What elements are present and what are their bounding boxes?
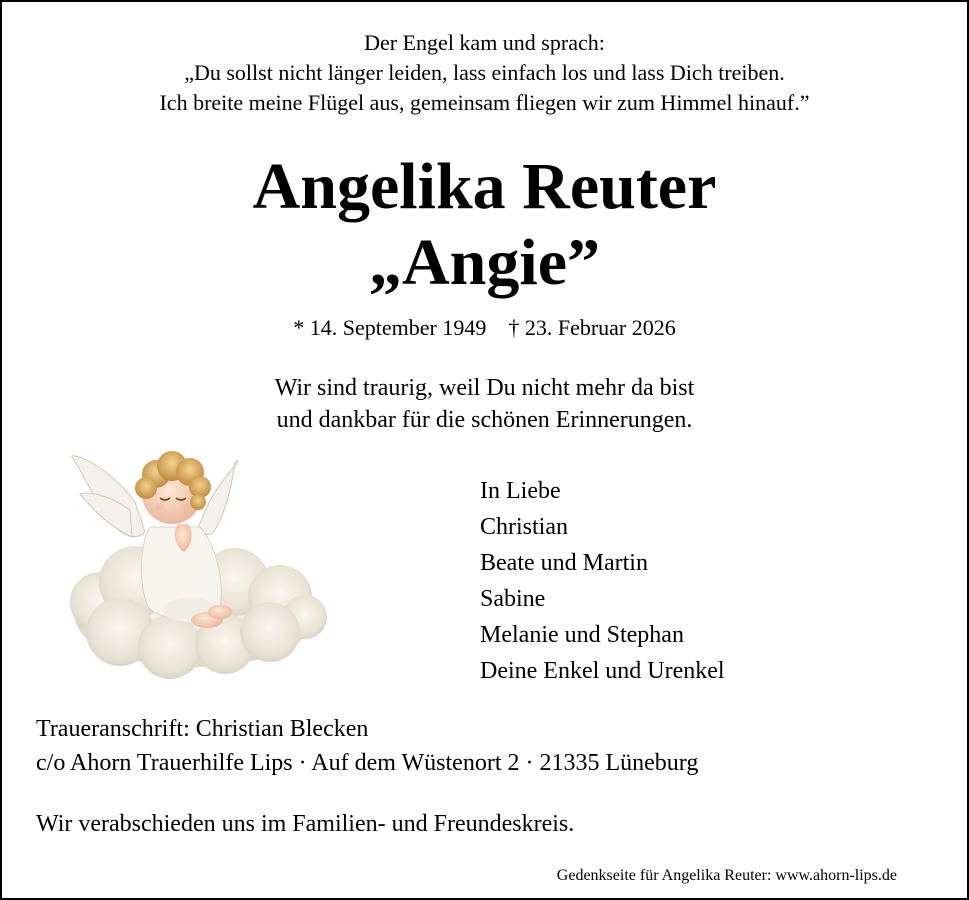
mourning-address	[36, 712, 698, 780]
quote-line: „Du sollst nicht länger leiden, lass einfach los und lass Dich treiben.	[184, 60, 785, 85]
birth-date: * 14. September 1949	[293, 315, 487, 340]
family-line: Deine Enkel und Urenkel	[480, 658, 725, 684]
family-line: In Liebe	[480, 478, 561, 504]
address-line: Traueranschrift: Christian Blecken	[36, 716, 369, 742]
family-list	[480, 473, 725, 689]
verse-line: und dankbar für die schönen Erinnerungen.	[276, 407, 693, 433]
family-line: Sabine	[480, 586, 546, 612]
death-date: † 23. Februar 2026	[508, 315, 676, 340]
quote-line: Ich breite meine Flügel aus, gemeinsam fliegen wir zum Himmel hinauf.”	[159, 90, 810, 115]
family-line: Melanie und Stephan	[480, 622, 684, 648]
deceased-nickname: „Angie”	[369, 226, 600, 299]
deceased-name: Angelika Reuter	[252, 150, 717, 223]
opening-quote	[0, 28, 969, 118]
family-line: Christian	[480, 514, 568, 540]
address-line: c/o Ahorn Trauerhilfe Lips · Auf dem Wüstenort 2 · 21335 Lüneburg	[36, 750, 699, 776]
life-dates	[0, 313, 969, 343]
memorial-page-link[interactable]: Gedenkseite für Angelika Reuter: www.ahorn-lips.de	[556, 867, 897, 884]
quote-line: Der Engel kam und sprach:	[364, 30, 605, 55]
memorial-verse	[0, 372, 969, 436]
farewell-note: Wir verabschieden uns im Familien- und Freundeskreis.	[36, 811, 575, 837]
verse-line: Wir sind traurig, weil Du nicht mehr da bist	[274, 375, 695, 401]
angel-on-cloud-icon	[60, 432, 330, 682]
family-line: Beate und Martin	[480, 550, 648, 576]
